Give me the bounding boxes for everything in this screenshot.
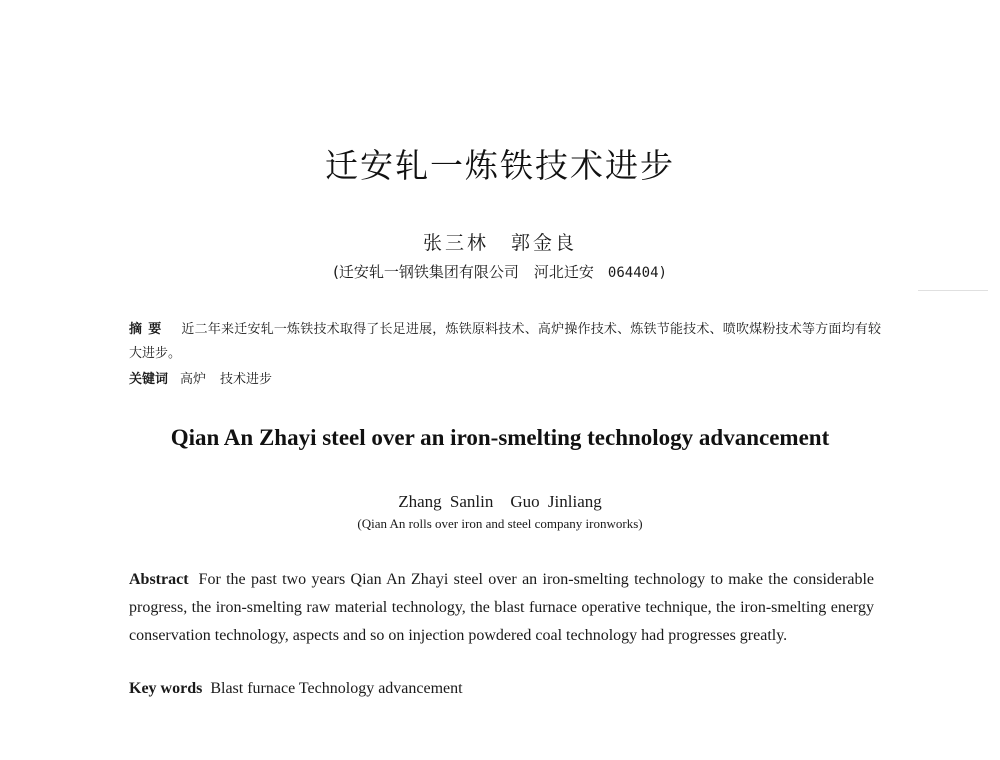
english-authors: Zhang Sanlin Guo Jinliang bbox=[398, 492, 602, 511]
chinese-affiliation-name: (迁安轧一钢铁集团有限公司 河北迁安 bbox=[333, 263, 594, 281]
english-keywords-label: Key words bbox=[129, 680, 203, 697]
english-abstract-label: Abstract bbox=[129, 571, 189, 588]
chinese-keyword: 技术进步 bbox=[220, 372, 273, 387]
chinese-affiliation bbox=[0, 261, 1000, 282]
chinese-authors: 张三林 郭金良 bbox=[422, 232, 577, 254]
chinese-abstract-text: 近二年来迁安轧一炼铁技术取得了长足进展，炼铁原料技术、高炉操作技术、炼铁节能技术、喷吹煤粉技术等方面均有较大进步。 bbox=[129, 322, 881, 361]
english-title: Qian An Zhayi steel over an iron-smelting technology advancement bbox=[170, 425, 830, 450]
english-abstract bbox=[129, 566, 874, 650]
chinese-title: 迁安轧一炼铁技术进步 bbox=[325, 146, 675, 185]
chinese-abstract bbox=[129, 318, 881, 366]
english-abstract-text: For the past two years Qian An Zhayi steel over an iron-smelting technology to make the considerable progress, the iron-smelting raw material technology, the blast furnace operative technique, the iron-smelting energy conservation technology, aspects and so on injection powdered coal technology had progresses greatly. bbox=[129, 571, 874, 644]
english-keywords bbox=[129, 680, 874, 698]
chinese-keyword: 高炉 bbox=[180, 372, 207, 387]
english-affiliation: (Qian An rolls over iron and steel company ironworks) bbox=[357, 516, 643, 531]
chinese-keywords bbox=[129, 368, 881, 387]
chinese-abstract-label: 摘要 bbox=[129, 322, 168, 337]
chinese-keywords-label: 关键词 bbox=[129, 372, 169, 387]
scan-artifact-line bbox=[918, 290, 988, 291]
postal-code: 064404) bbox=[607, 265, 667, 281]
english-keywords-text: Blast furnace Technology advancement bbox=[210, 680, 463, 697]
